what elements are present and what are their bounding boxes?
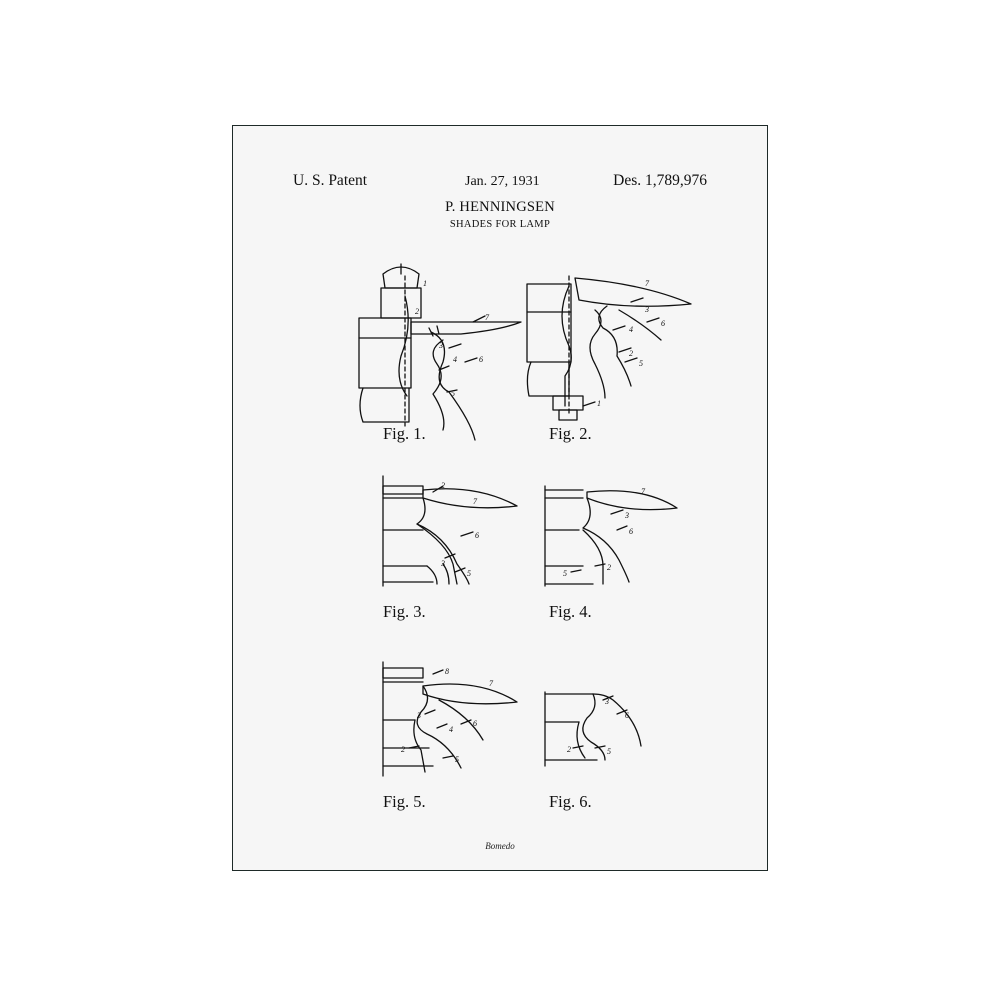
svg-text:5: 5 <box>455 755 459 764</box>
brand-signature: Bomedo <box>485 841 515 851</box>
svg-text:5: 5 <box>467 569 471 578</box>
patent-subject: SHADES FOR LAMP <box>449 219 551 230</box>
fig-5-label: Fig. 5. <box>383 792 426 811</box>
svg-text:6: 6 <box>479 355 483 364</box>
svg-text:2: 2 <box>401 745 405 754</box>
patent-number: Des. 1,789,976 <box>613 172 707 189</box>
fig-2-drawing <box>527 276 691 420</box>
svg-text:4: 4 <box>629 325 633 334</box>
svg-text:5: 5 <box>563 569 567 578</box>
svg-text:6: 6 <box>625 711 629 720</box>
patent-date: Jan. 27, 1931 <box>465 174 540 189</box>
svg-text:2: 2 <box>607 563 611 572</box>
svg-text:2: 2 <box>629 349 633 358</box>
svg-text:3: 3 <box>625 511 629 520</box>
svg-text:5: 5 <box>451 389 455 398</box>
fig-3-drawing <box>383 476 517 586</box>
svg-text:5: 5 <box>607 747 611 756</box>
fig-3-label: Fig. 3. <box>383 602 426 621</box>
inventor-name: P. HENNINGSEN <box>445 199 555 215</box>
svg-text:6: 6 <box>661 319 665 328</box>
svg-text:7: 7 <box>641 487 645 496</box>
svg-text:7: 7 <box>645 279 649 288</box>
patent-drawings <box>233 126 769 872</box>
svg-text:5: 5 <box>639 359 643 368</box>
svg-text:3: 3 <box>439 341 443 350</box>
svg-text:2: 2 <box>567 745 571 754</box>
fig-4-label: Fig. 4. <box>549 602 592 621</box>
svg-text:6: 6 <box>473 719 477 728</box>
svg-text:3: 3 <box>441 559 445 568</box>
svg-text:7: 7 <box>473 497 477 506</box>
svg-text:7: 7 <box>489 679 493 688</box>
svg-text:4: 4 <box>453 355 457 364</box>
poster-frame <box>232 125 768 871</box>
svg-text:3: 3 <box>605 697 609 706</box>
svg-text:6: 6 <box>629 527 633 536</box>
fig-1-label: Fig. 1. <box>383 424 426 443</box>
svg-text:1: 1 <box>597 399 601 408</box>
fig-6-label: Fig. 6. <box>549 792 592 811</box>
svg-text:7: 7 <box>485 313 489 322</box>
svg-text:1: 1 <box>423 279 427 288</box>
patent-label: U. S. Patent <box>293 172 368 189</box>
svg-text:8: 8 <box>445 667 449 676</box>
svg-text:3: 3 <box>645 305 649 314</box>
fig-2-label: Fig. 2. <box>549 424 592 443</box>
fig-5-drawing <box>383 662 517 776</box>
svg-text:2: 2 <box>415 307 419 316</box>
fig-1-drawing <box>359 264 521 440</box>
fig-6-drawing <box>545 692 641 766</box>
svg-text:6: 6 <box>475 531 479 540</box>
svg-text:2: 2 <box>441 481 445 490</box>
svg-text:4: 4 <box>449 725 453 734</box>
svg-text:3: 3 <box>417 711 421 720</box>
